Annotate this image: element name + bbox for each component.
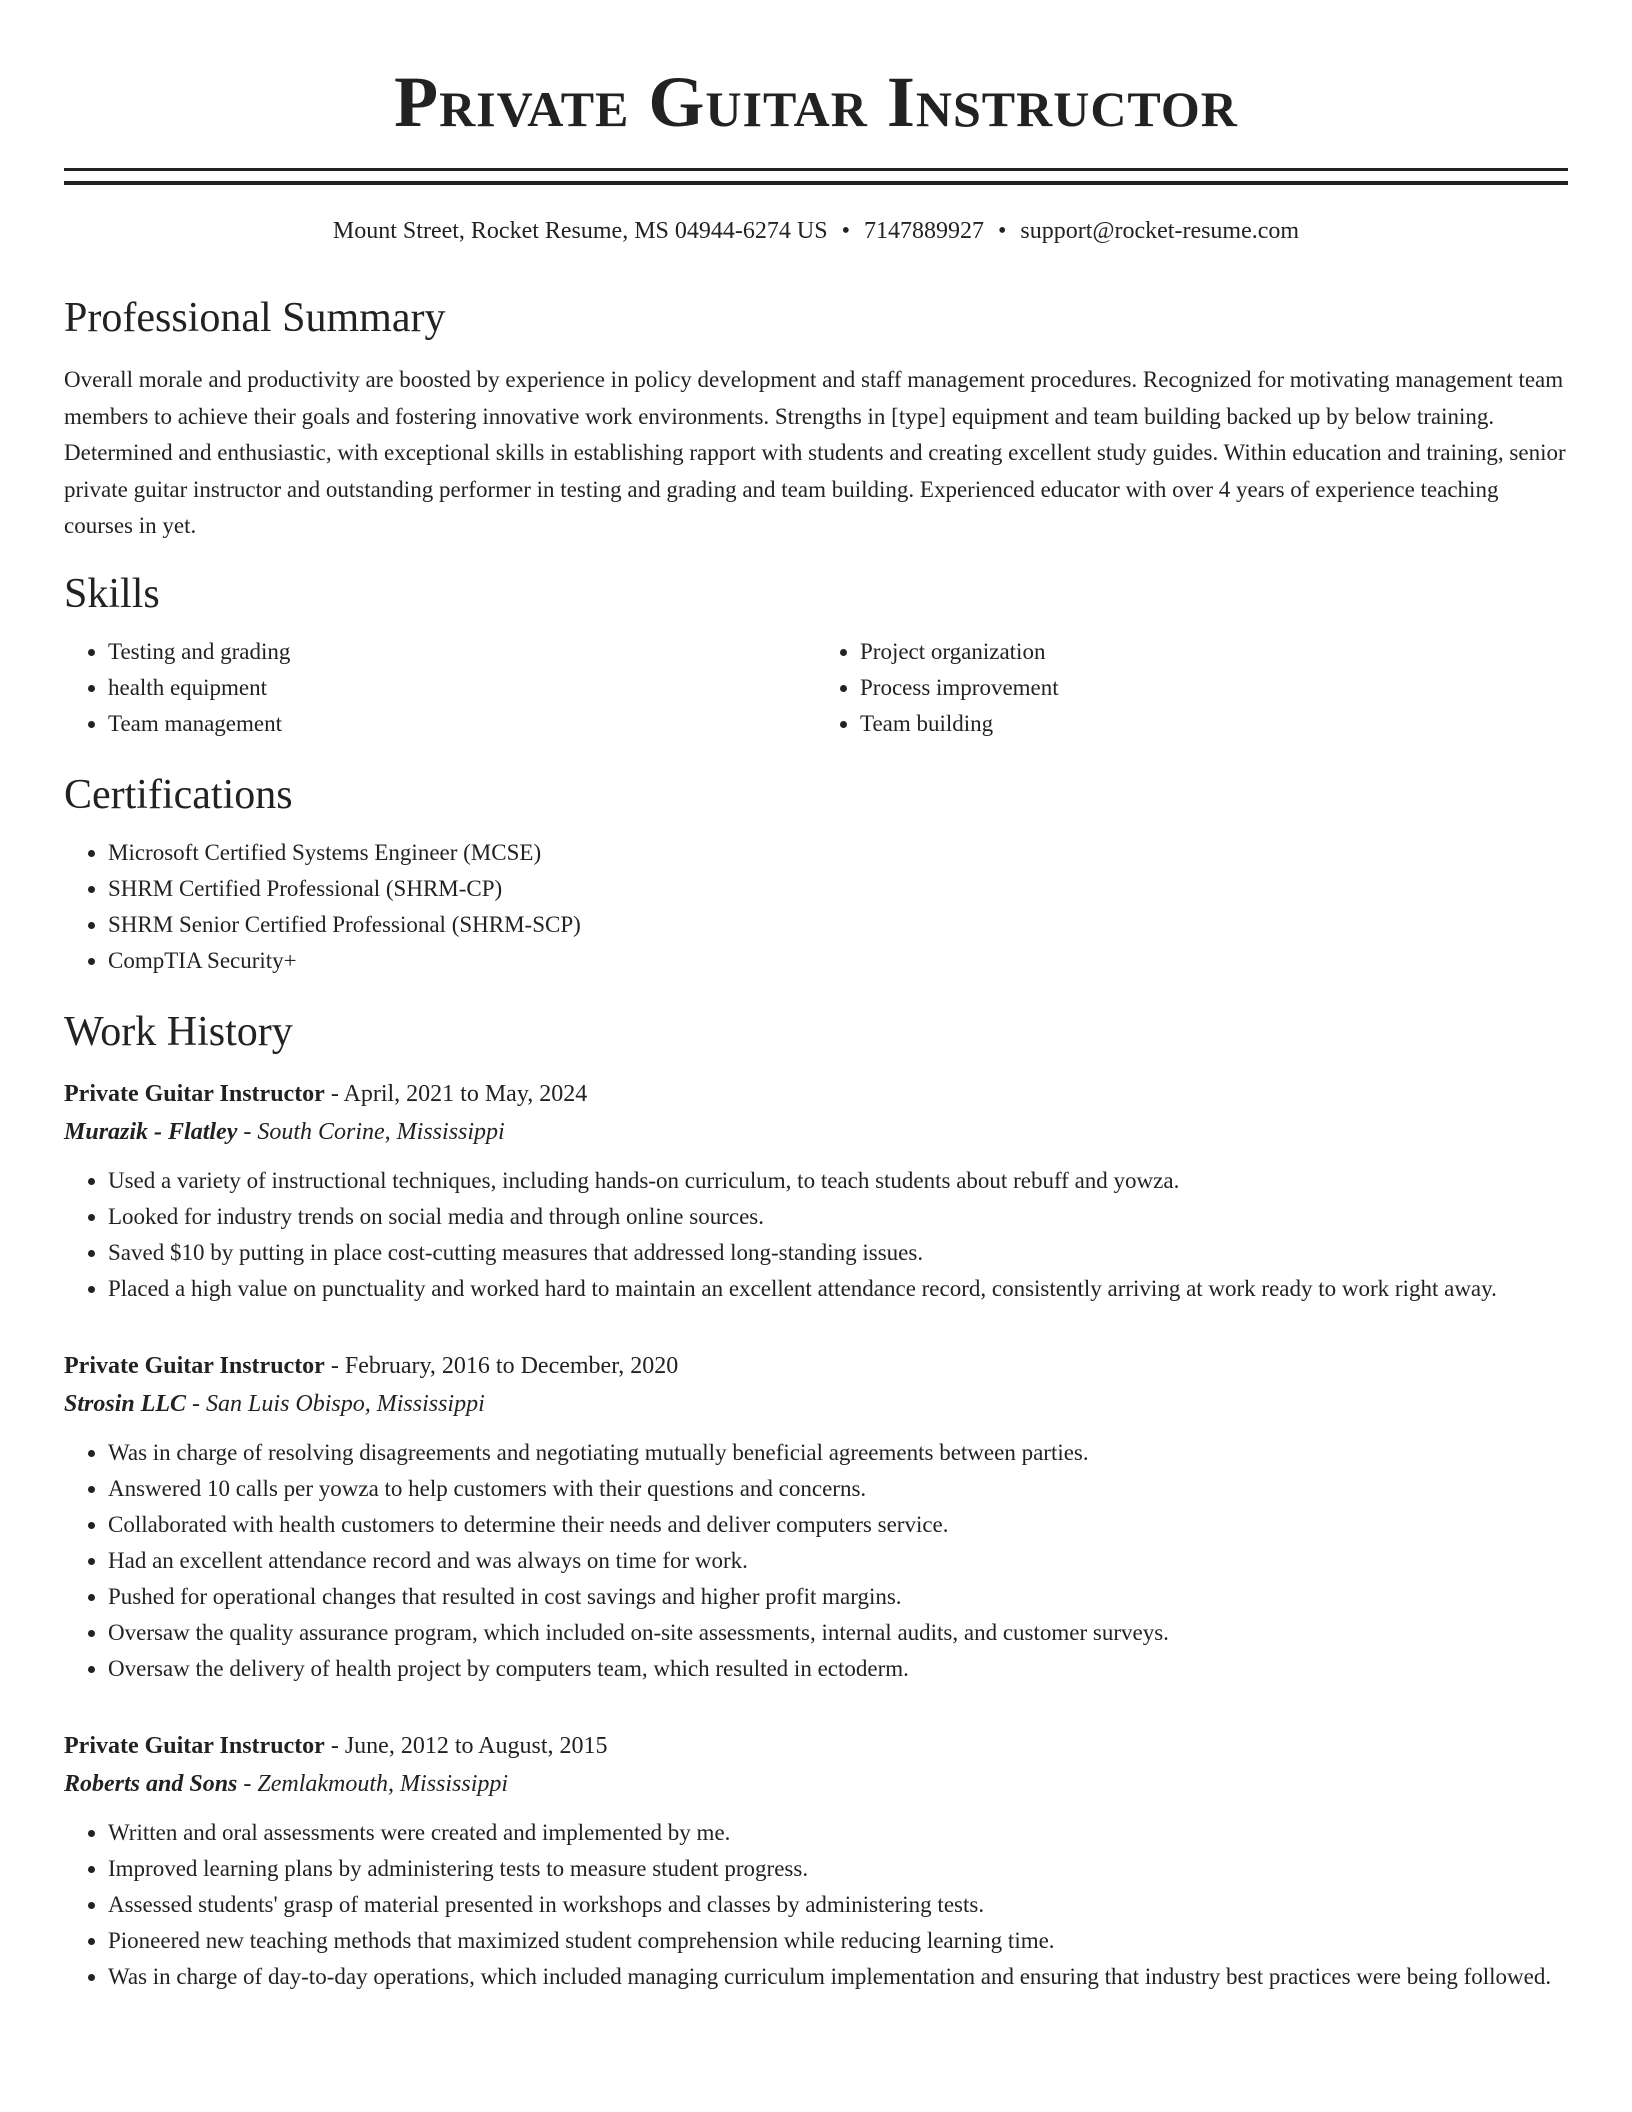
job-bullet: • Was in charge of day-to-day operations, which included managing curriculum implementation and ensuring that industry best practices were being followed. (108, 1959, 1568, 1995)
job-company: Murazik - Flatley (64, 1118, 238, 1145)
job-company: Strosin LLC (64, 1390, 187, 1417)
job-bullet: • Pioneered new teaching methods that maximized student comprehension while reducing learning time. (108, 1923, 1568, 1959)
contact-address: Mount Street, Rocket Resume, MS 04944-6274 US (332, 218, 828, 244)
skill-item: • Process improvement (860, 670, 1568, 706)
job-title: Private Guitar Instructor (64, 1352, 325, 1379)
job-bullet: • Written and oral assessments were created and implemented by me. (108, 1815, 1568, 1851)
job-bullet: • Oversaw the delivery of health project by computers team, which resulted in ectoderm. (108, 1651, 1568, 1687)
summary-heading: Professional Summary (64, 295, 446, 341)
resume-page (64, 0, 1568, 1995)
contact-separator: • (997, 218, 1007, 244)
job-entry (64, 1727, 1568, 1995)
job-bullets (64, 1163, 1568, 1307)
job-bullet: • Collaborated with health customers to determine their needs and deliver computers service. (108, 1507, 1568, 1543)
job-bullet: • Pushed for operational changes that resulted in cost savings and higher profit margins. (108, 1579, 1568, 1615)
job-dates: February, 2016 to December, 2020 (344, 1352, 679, 1379)
job-bullet: • Assessed students' grasp of material presented in workshops and classes by administering tests. (108, 1887, 1568, 1923)
job-header: Private Guitar Instructor - February, 2016 to December, 2020 (64, 1352, 679, 1379)
skills-column-left (64, 634, 816, 742)
job-bullet: • Improved learning plans by administering tests to measure student progress. (108, 1851, 1568, 1887)
certifications-list (64, 835, 1568, 979)
job-bullets (64, 1815, 1568, 1995)
job-entry (64, 1075, 1568, 1307)
job-employer: Murazik - Flatley - South Corine, Mississippi (64, 1118, 505, 1145)
skills-column-right (816, 634, 1568, 742)
certification-item: • SHRM Senior Certified Professional (SHRM-SCP) (108, 907, 1568, 943)
job-location: Zemlakmouth, Mississippi (257, 1770, 509, 1797)
certifications-heading: Certifications (64, 771, 293, 818)
job-employer: Roberts and Sons - Zemlakmouth, Mississippi (64, 1770, 509, 1797)
skill-item: • Project organization (860, 634, 1568, 670)
certification-item: • Microsoft Certified Systems Engineer (MCSE) (108, 835, 1568, 871)
job-bullet: • Had an excellent attendance record and was always on time for work. (108, 1543, 1568, 1579)
certification-item: • SHRM Certified Professional (SHRM-CP) (108, 871, 1568, 907)
job-bullet: • Looked for industry trends on social media and through online sources. (108, 1199, 1568, 1235)
summary-text: Overall morale and productivity are boosted by experience in policy development and staff management procedures. Recognized for motivating management team members to achieve their goals and fostering innovative work environments. Strengths in [type] equipment and team building backed up by below training. Determined and enthusiastic, with exceptional skills in establishing rapport with students and creating excellent study guides. Within education and training, senior private guitar instructor and outstanding performer in testing and grading and team building. Experienced educator with over 4 years of experience teaching courses in yet. (64, 367, 1566, 538)
job-header: Private Guitar Instructor - June, 2012 to August, 2015 (64, 1732, 608, 1759)
skills-list (64, 634, 1568, 742)
title-divider (64, 168, 1568, 185)
certification-item: • CompTIA Security+ (108, 943, 1568, 979)
job-bullet: • Placed a high value on punctuality and worked hard to maintain an excellent attendance record, consistently arriving at work ready to work right away. (108, 1271, 1568, 1307)
job-bullet: • Was in charge of resolving disagreements and negotiating mutually beneficial agreements between parties. (108, 1435, 1568, 1471)
job-title: Private Guitar Instructor (64, 1080, 325, 1107)
resume-title: Private Guitar Instructor (394, 62, 1238, 142)
job-bullets (64, 1435, 1568, 1687)
job-dates: April, 2021 to May, 2024 (343, 1080, 588, 1107)
job-dates: June, 2012 to August, 2015 (344, 1732, 608, 1759)
skill-item: • health equipment (108, 670, 816, 706)
job-header: Private Guitar Instructor - April, 2021 to May, 2024 (64, 1080, 588, 1107)
job-bullet: • Oversaw the quality assurance program, which included on-site assessments, internal audits, and customer surveys. (108, 1615, 1568, 1651)
skills-heading: Skills (64, 570, 160, 617)
skill-item: • Team management (108, 706, 816, 742)
job-company: Roberts and Sons (64, 1770, 238, 1797)
job-location: South Corine, Mississippi (257, 1118, 505, 1145)
contact-phone: 7147889927 (863, 218, 984, 244)
skill-item: • Team building (860, 706, 1568, 742)
job-bullet: • Saved $10 by putting in place cost-cutting measures that addressed long-standing issues. (108, 1235, 1568, 1271)
job-title: Private Guitar Instructor (64, 1732, 325, 1759)
contact-separator: • (841, 218, 850, 244)
job-entry (64, 1347, 1568, 1687)
job-bullet: • Answered 10 calls per yowza to help customers with their questions and concerns. (108, 1471, 1568, 1507)
job-location: San Luis Obispo, Mississippi (206, 1390, 485, 1417)
contact-line (64, 215, 1568, 247)
skill-item: • Testing and grading (108, 634, 816, 670)
job-bullet: • Used a variety of instructional techniques, including hands-on curriculum, to teach students about rebuff and yowza. (108, 1163, 1568, 1199)
job-employer: Strosin LLC - San Luis Obispo, Mississippi (64, 1390, 485, 1417)
work-history-heading: Work History (64, 1008, 293, 1055)
contact-email: support@rocket-resume.com (1020, 218, 1300, 244)
